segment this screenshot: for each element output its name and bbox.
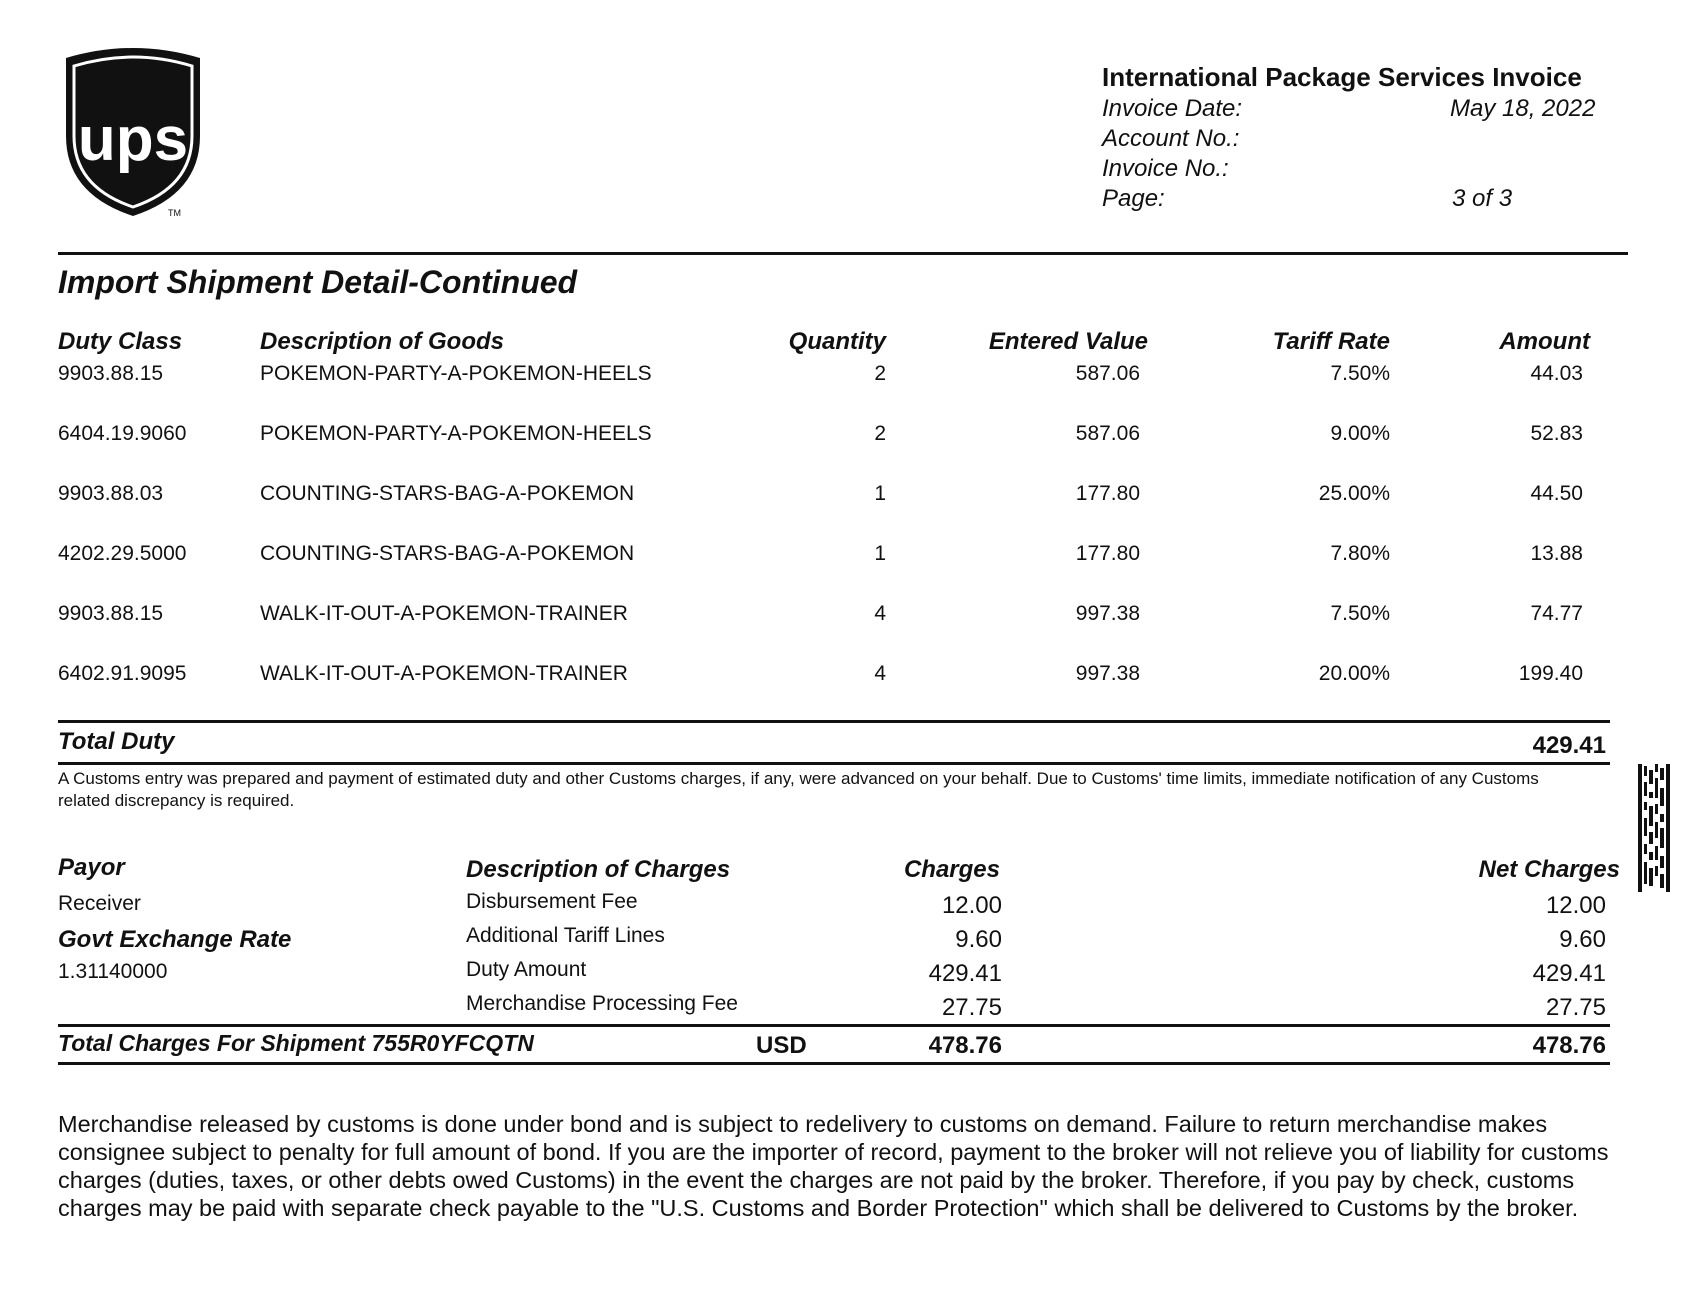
col-header-description: Description of Goods bbox=[260, 328, 505, 355]
net-charge-amount: 12.00 bbox=[1545, 892, 1606, 919]
account-label: Account No.: bbox=[1102, 125, 1240, 152]
table-row bbox=[0, 602, 1681, 632]
tariff-rate-cell: 9.00% bbox=[1330, 422, 1390, 445]
total-duty-value: 429.41 bbox=[1532, 732, 1606, 759]
charges-header: Charges bbox=[903, 856, 1000, 883]
net-charge-amount: 27.75 bbox=[1545, 994, 1606, 1021]
duty-class-cell: 9903.88.03 bbox=[58, 482, 164, 505]
description-cell: POKEMON-PARTY-A-POKEMON-HEELS bbox=[260, 422, 652, 445]
charge-amount: 27.75 bbox=[941, 994, 1002, 1021]
list-item bbox=[0, 890, 1681, 920]
list-item bbox=[0, 992, 1681, 1022]
total-net-charges-value: 478.76 bbox=[1532, 1032, 1606, 1059]
invoice-title: International Package Services Invoice bbox=[1102, 62, 1582, 92]
entered-value-cell: 587.06 bbox=[1075, 422, 1140, 445]
description-cell: POKEMON-PARTY-A-POKEMON-HEELS bbox=[260, 362, 652, 385]
description-cell: COUNTING-STARS-BAG-A-POKEMON bbox=[260, 542, 635, 565]
tariff-rate-cell: 7.50% bbox=[1330, 602, 1390, 625]
payor-value: Receiver bbox=[58, 892, 141, 915]
page-value: 3 of 3 bbox=[1452, 185, 1513, 212]
total-duty-top-rule bbox=[58, 720, 1610, 723]
table-row bbox=[0, 422, 1681, 452]
charge-description: Disbursement Fee bbox=[466, 890, 638, 913]
tariff-rate-cell: 25.00% bbox=[1318, 482, 1390, 505]
exchange-rate-label: Govt Exchange Rate bbox=[58, 926, 292, 953]
tariff-rate-cell: 7.80% bbox=[1330, 542, 1390, 565]
net-charges-header: Net Charges bbox=[1478, 856, 1620, 883]
logo-text: ups bbox=[77, 105, 189, 174]
duty-class-cell: 6404.19.9060 bbox=[58, 422, 187, 445]
account-row bbox=[1102, 123, 1622, 153]
amount-cell: 199.40 bbox=[1518, 662, 1583, 685]
invoice-no-label: Invoice No.: bbox=[1102, 155, 1229, 182]
quantity-cell: 4 bbox=[874, 662, 886, 685]
invoice-date-value: May 18, 2022 bbox=[1450, 95, 1596, 122]
total-duty-bottom-rule bbox=[58, 762, 1610, 765]
payor-header: Payor bbox=[58, 854, 125, 881]
table-row bbox=[0, 662, 1681, 692]
amount-cell: 52.83 bbox=[1530, 422, 1583, 445]
ups-logo bbox=[58, 44, 208, 220]
duty-class-cell: 4202.29.5000 bbox=[58, 542, 187, 565]
total-charges-value: 478.76 bbox=[928, 1032, 1002, 1059]
list-item bbox=[0, 924, 1681, 954]
description-cell: WALK-IT-OUT-A-POKEMON-TRAINER bbox=[260, 662, 628, 685]
total-duty-label: Total Duty bbox=[58, 728, 175, 755]
charge-description: Additional Tariff Lines bbox=[466, 924, 665, 947]
amount-cell: 44.50 bbox=[1530, 482, 1583, 505]
charge-amount: 429.41 bbox=[928, 960, 1002, 987]
bond-disclaimer: Merchandise released by customs is done under bond and is subject to redelivery to customs on demand. Failure to return merchandise makes consignee subject to penalty for full amount of bond. If you are the importer of record, payment to the broker will not relieve you of liability for customs charges (duties, taxes, or other debts owed Customs) in the event the charges are not paid by the broker. Therefore, if you pay by check, customs charges may be paid with separate check payable to the "U.S. Customs and Border Protection" which shall be delivered to Customs by the broker. bbox=[58, 1111, 1609, 1221]
table-row bbox=[0, 362, 1681, 392]
logo-tm: TM bbox=[168, 208, 181, 218]
invoice-date-label: Invoice Date: bbox=[1102, 95, 1243, 122]
total-charges-label: Total Charges For Shipment 755R0YFCQTN bbox=[58, 1030, 534, 1056]
total-charges-bottom-rule bbox=[58, 1062, 1610, 1065]
total-charges-currency: USD bbox=[756, 1032, 807, 1059]
tariff-rate-cell: 7.50% bbox=[1330, 362, 1390, 385]
duty-class-cell: 9903.88.15 bbox=[58, 362, 164, 385]
entered-value-cell: 587.06 bbox=[1075, 362, 1140, 385]
amount-cell: 74.77 bbox=[1530, 602, 1583, 625]
invoice-header bbox=[1102, 62, 1622, 213]
net-charge-amount: 9.60 bbox=[1559, 926, 1606, 953]
col-header-duty-class: Duty Class bbox=[58, 328, 183, 355]
net-charge-amount: 429.41 bbox=[1532, 960, 1606, 987]
customs-notice: A Customs entry was prepared and payment of estimated duty and other Customs charges, if any, were advanced on your behalf. Due to Customs' time limits, immediate notification of any Customs related discrepancy is required. bbox=[58, 769, 1539, 810]
description-cell: WALK-IT-OUT-A-POKEMON-TRAINER bbox=[260, 602, 628, 625]
entered-value-cell: 997.38 bbox=[1075, 662, 1140, 685]
table-row bbox=[0, 482, 1681, 512]
charge-amount: 12.00 bbox=[941, 892, 1002, 919]
invoice-date-row bbox=[1102, 93, 1622, 123]
entered-value-cell: 177.80 bbox=[1075, 482, 1140, 505]
quantity-cell: 2 bbox=[874, 362, 886, 385]
charge-description: Duty Amount bbox=[466, 958, 587, 981]
description-of-charges-header: Description of Charges bbox=[466, 856, 731, 883]
total-charges-top-rule bbox=[58, 1024, 1610, 1027]
header-divider bbox=[58, 252, 1628, 255]
col-header-tariff-rate: Tariff Rate bbox=[1272, 328, 1390, 355]
col-header-entered-value: Entered Value bbox=[988, 328, 1148, 355]
amount-cell: 44.03 bbox=[1530, 362, 1583, 385]
amount-cell: 13.88 bbox=[1530, 542, 1583, 565]
invoice-no-row bbox=[1102, 153, 1622, 183]
col-header-quantity: Quantity bbox=[788, 328, 886, 355]
quantity-cell: 1 bbox=[874, 482, 886, 505]
entered-value-cell: 997.38 bbox=[1075, 602, 1140, 625]
list-item bbox=[0, 958, 1681, 988]
charge-description: Merchandise Processing Fee bbox=[466, 992, 738, 1015]
table-row bbox=[0, 542, 1681, 572]
tariff-rate-cell: 20.00% bbox=[1318, 662, 1390, 685]
entered-value-cell: 177.80 bbox=[1075, 542, 1140, 565]
charge-amount: 9.60 bbox=[955, 926, 1002, 953]
duty-class-cell: 9903.88.15 bbox=[58, 602, 164, 625]
quantity-cell: 2 bbox=[874, 422, 886, 445]
description-cell: COUNTING-STARS-BAG-A-POKEMON bbox=[260, 482, 635, 505]
quantity-cell: 4 bbox=[874, 602, 886, 625]
quantity-cell: 1 bbox=[874, 542, 886, 565]
page-label: Page: bbox=[1102, 185, 1165, 212]
section-title: Import Shipment Detail-Continued bbox=[58, 264, 578, 300]
page-row bbox=[1102, 183, 1622, 213]
col-header-amount: Amount bbox=[1499, 328, 1590, 355]
barcode-icon bbox=[1636, 762, 1672, 894]
duty-class-cell: 6402.91.9095 bbox=[58, 662, 187, 685]
exchange-rate-value: 1.31140000 bbox=[58, 960, 168, 983]
